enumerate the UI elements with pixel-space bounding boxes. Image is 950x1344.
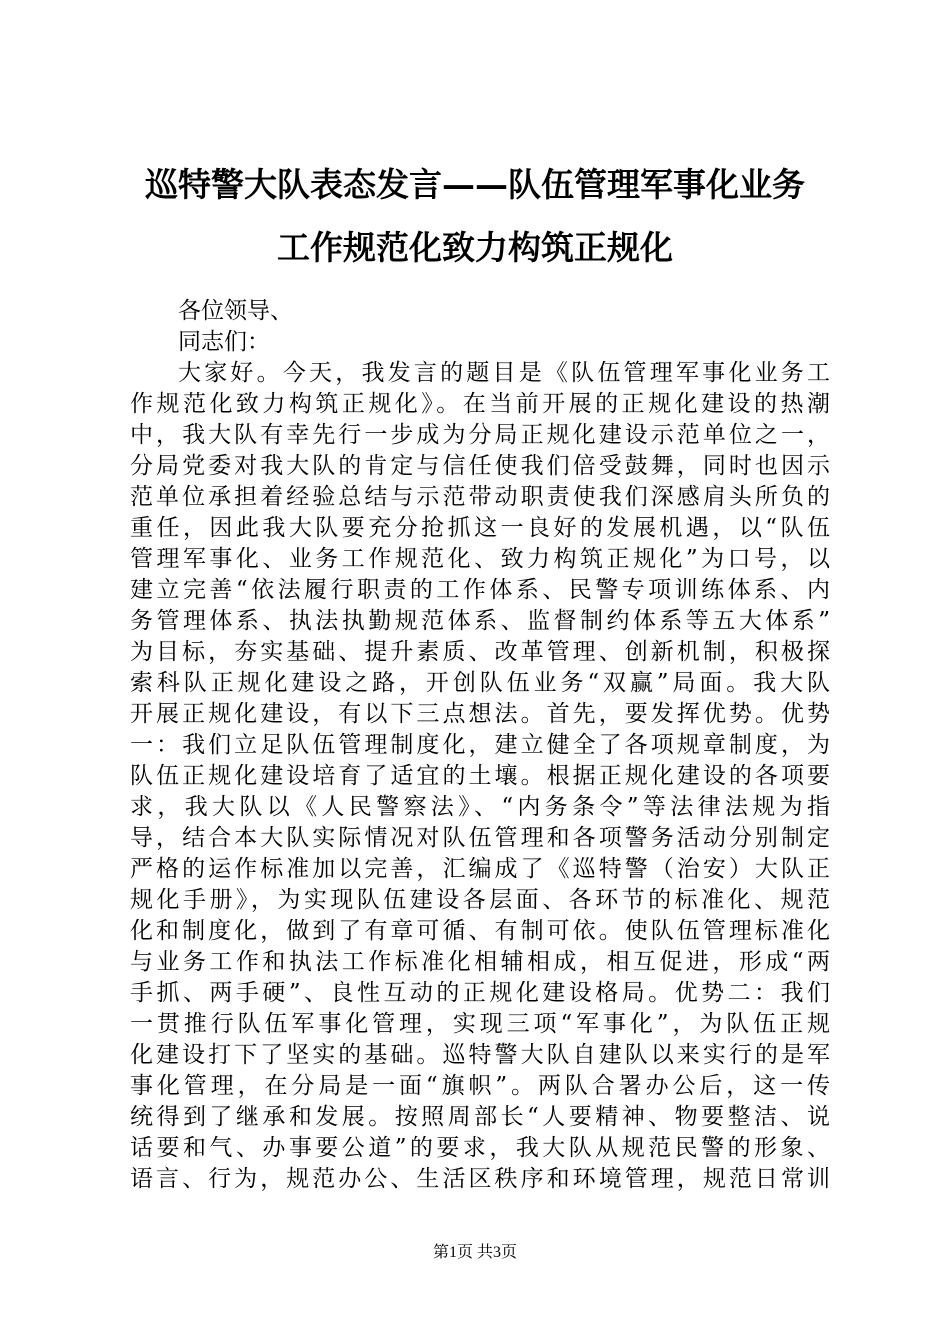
- body-line: 统得到了继承和发展。按照周部长“人要精神、物要整洁、说: [130, 1104, 830, 1130]
- salutation-line: 同志们：: [178, 329, 270, 355]
- body-line: 化和制度化，做到了有章可循、有制可依。使队伍管理标准化: [130, 918, 830, 944]
- body-line: 与业务工作和执法工作标准化相辅相成，相互促进，形成“两: [130, 949, 830, 975]
- body-line: 事化管理，在分局是一面“旗帜”。两队合署办公后，这一传: [130, 1073, 830, 1099]
- document-title-line-2: 工作规范化致力构筑正规化: [277, 228, 673, 267]
- salutation-line: 各位领导、: [178, 298, 293, 324]
- body-line: 为目标，夯实基础、提升素质、改革管理、创新机制，积极探: [130, 639, 830, 665]
- body-line: 作规范化致力构筑正规化》。在当前开展的正规化建设的热潮: [130, 391, 830, 417]
- page-number-footer: 第1页 共3页: [432, 1244, 517, 1261]
- body-line: 语言、行为，规范办公、生活区秩序和环境管理，规范日常训: [130, 1166, 830, 1192]
- body-line: 重任，因此我大队要充分抢抓这一良好的发展机遇，以“队伍: [130, 515, 830, 541]
- body-line: 索科队正规化建设之路，开创队伍业务“双赢”局面。我大队: [130, 670, 830, 696]
- body-line: 手抓、两手硬”、良性互动的正规化建设格局。优势二：我们: [130, 980, 830, 1006]
- body-line: 化建设打下了坚实的基础。巡特警大队自建队以来实行的是军: [130, 1042, 830, 1068]
- body-line: 规化手册》，为实现队伍建设各层面、各环节的标准化、规范: [130, 887, 830, 913]
- body-line: 务管理体系、执法执勤规范体系、监督制约体系等五大体系”: [130, 608, 830, 634]
- body-line: 话要和气、办事要公道”的要求，我大队从规范民警的形象、: [130, 1135, 830, 1161]
- body-line: 大家好。今天，我发言的题目是《队伍管理军事化业务工: [178, 360, 830, 386]
- document-body: [130, 296, 830, 1195]
- body-line: 一贯推行队伍军事化管理，实现三项“军事化”，为队伍正规: [130, 1011, 830, 1037]
- body-line: 建立完善“依法履行职责的工作体系、民警专项训练体系、内: [130, 577, 830, 603]
- body-line: 范单位承担着经验总结与示范带动职责使我们深感肩头所负的: [130, 484, 830, 510]
- body-line: 一：我们立足队伍管理制度化，建立健全了各项规章制度，为: [130, 732, 830, 758]
- body-line: 管理军事化、业务工作规范化、致力构筑正规化”为口号，以: [130, 546, 830, 572]
- body-line: 求，我大队以《人民警察法》、“内务条令”等法律法规为指: [130, 794, 830, 820]
- body-line: 队伍正规化建设培育了适宜的土壤。根据正规化建设的各项要: [130, 763, 830, 789]
- body-line: 开展正规化建设，有以下三点想法。首先，要发挥优势。优势: [130, 701, 830, 727]
- body-line: 中，我大队有幸先行一步成为分局正规化建设示范单位之一，: [130, 422, 830, 448]
- body-line: 分局党委对我大队的肯定与信任使我们倍受鼓舞，同时也因示: [130, 453, 830, 479]
- body-line: 导，结合本大队实际情况对队伍管理和各项警务活动分别制定: [130, 825, 830, 851]
- document-title-line-1: 巡特警大队表态发言——队伍管理军事化业务: [145, 165, 805, 204]
- body-line: 严格的运作标准加以完善，汇编成了《巡特警（治安）大队正: [130, 856, 830, 882]
